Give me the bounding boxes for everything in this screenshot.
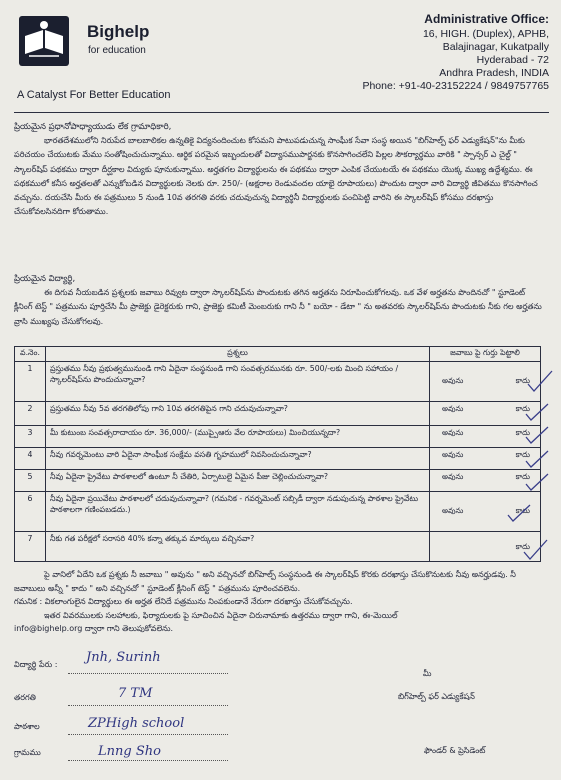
student-salutation: ప్రియమైన విద్యార్థి, xyxy=(14,274,76,284)
intro-paragraph: భారతదేశములోని నిరుపేద బాలబాలికల ఉన్నతికై విద్యనందించుట కోసమని పాటుపడుచున్న సాంఘీక సేవా సంస్థ అయిన "బిగ్‌హెల్ప్ ఫర్ ఎడ్యుకేషన్"ను మీకు పరిచయం చేయుటకు మేము సంతోషించుచున్నాము. ఆర్థిక పరమైన ఇబ్బందులతో విద్యాసముపార్జనకు కొనసాగించలేని పిల్లల సౌకర్యార్థము వారికి " స్పాన్సర్ ఎ చైల్డ్ " స్కాలర్‌షిప్ పథకము ద్వారా దీర్ఘకాల విద్యుకు పూనుకున్నాము. అర్హతగల విద్యార్థులను ఈ పథకము ద్వారా ఎంపిక చేయుటయే ఈ పథకము యొక్క ముఖ్య ఉద్దేశ్యము. ఈ పథకములో కనీస అర్హతలతో ఎన్నుకోబడిన విద్యార్థులకు నెలకు రూ. 250/- (అక్షరాల రెండువందల యాభై రూపాయలు) పొందుట ద్వారా వారి విద్యార్థి జీవితము కొనసాగించ వచ్చును. దయచేసి మీరు ఈ పత్రములు 5 నుండి 10వ తరగతి వరకు చదువుచున్న విద్యార్థినీ విద్యార్థులకు పంచిపెట్టి వారిని ఈ స్కాలర్‌షిప్ కోసము దరఖాస్తు చేసుకోవలసినదిగా కోరుతాము. xyxy=(14,136,538,217)
check-mark-row-7 xyxy=(524,540,547,559)
row-question: మీ కుటుంబ సంవత్సరాదాయం రూ. 36,000/- (ముప్పైఆరు వేల రూపాయలు) మించియున్నదా? xyxy=(46,426,430,448)
office-phone: Phone: +91-40-23152224 / 9849757765 xyxy=(362,80,549,92)
row-number: 4 xyxy=(15,448,46,470)
signoff-role: ఫౌండర్ & ప్రెసిడెంట్ xyxy=(424,746,486,755)
label-village: గ్రామము xyxy=(14,748,41,757)
tagline: A Catalyst For Better Education xyxy=(17,89,171,101)
yes-option[interactable]: అవును xyxy=(442,506,464,515)
office-line: Andhra Pradesh, INDIA xyxy=(439,67,549,79)
office-title: Administrative Office: xyxy=(424,12,549,26)
contact-note: ఇతర వివరములకు సలహాలకు, ఫిర్యాదులకు పై సూచించిన ఏదైనా చిరునామాకు ఉత్తరము ద్వారా గాని, ఈ-మెయిల్ xyxy=(44,610,398,620)
village-line xyxy=(68,760,228,761)
row-question: నీవు గవర్నమెంటు వారి ఏదైనా సాంఘీక సంక్షేమ వసతి గృహములో నివసించుచున్నావా? xyxy=(46,448,430,470)
row-number: 5 xyxy=(15,470,46,492)
class-field[interactable]: 7 TM xyxy=(118,686,153,701)
office-line: 16, HIGH. (Duplex), APHB, xyxy=(422,28,549,40)
row-question: ప్రస్తుతము నీవు 5వ తరగతిలోపు గాని 10వ తరగతిపైన గాని చదువుచున్నావా? xyxy=(46,402,430,426)
student-paragraph: ఈ దిగువ నీయబడిన ప్రశ్నలకు జవాబు రివ్వుట ద్వారా స్కాలర్‌షిప్‌ను పొందుటకు తగిన అర్హతను నిరూపించుకోగలవు. ఒక వేళ అర్హతను పొందినచో " స్టూడెంట్ క్లీనింగ్ టెస్ట్ " పత్రమును పూర్తిచేసి మీ ప్రాజెక్టు డైరెక్టరుకు గాని, ప్రాజెక్టు కమిటీ మెంబరుకు గాని నీ " బయో - డేటా " ను అతవరకు స్కాలర్‌షిప్‌ను పొందుటకు నీకు గల అర్హతను వ్రాసి ముఖ్యపు చేసుకోగలవు. xyxy=(14,288,542,326)
yes-option[interactable]: అవును xyxy=(442,404,464,413)
yes-option[interactable]: అవును xyxy=(442,428,464,437)
row-question: నీవు ఏదైనా ప్రయివేటు పాఠశాలలో చదువుచున్నావా? (గమనిక - గవర్నమెంట్ సబ్సిడీ ద్వారా నడుపుచున్న పాఠశాల ప్రైవేటు పాఠశాలగా గణింపబడదు.) xyxy=(46,492,430,532)
eligibility-note: పై వానిలో ఏదేని ఒక ప్రశ్నకు నీ జవాబు " అవును " అని వచ్చినచో బిగ్‌హెల్ప్ సంస్థనుండి ఈ స్కాలర్‌షిప్ కొరకు దరఖాస్తు చేసుకొనుటకు నీవు అనర్హుడవు. నీ జవాబులు అన్నీ " కాదు " అని వచ్చినచో " స్టూడెంట్ క్లీనింగ్ టెస్ట్ " పత్రమును పూరించవలెను. xyxy=(14,570,516,593)
col-serial: వ.నెం. xyxy=(15,347,46,362)
signoff-organization: బిగ్‌హెల్ప్ ఫర్ ఎడ్యుకేషన్ xyxy=(398,692,475,701)
brand-subtitle: for education xyxy=(88,45,146,56)
signoff: మీ xyxy=(423,669,432,678)
check-mark-row-3 xyxy=(526,427,548,443)
no-option[interactable]: కాదు xyxy=(515,376,530,385)
name-line xyxy=(68,673,228,674)
no-option[interactable]: కాదు xyxy=(515,428,530,437)
yes-option[interactable]: అవును xyxy=(442,376,464,385)
no-option[interactable]: కాదు xyxy=(515,542,530,551)
row-question: నీకు గత పరీక్షలో సరాసరి 40% కన్నా తక్కువ మార్కులు వచ్చినవా? xyxy=(46,532,430,562)
check-mark-row-1 xyxy=(528,371,552,391)
check-mark-row-5 xyxy=(526,474,548,490)
yes-option[interactable]: అవును xyxy=(442,450,464,459)
row-number: 1 xyxy=(15,362,46,402)
no-option[interactable]: కాదు xyxy=(515,404,530,413)
col-answer: జవాబు పై గుర్తు పెట్టాలి xyxy=(430,347,541,362)
disability-note: గమనిక : వికలాంగులైన విద్యార్థులు ఈ అర్హత లేనిదే పత్రమును నింపకుండానే నేరుగా దరఖాస్తు చేసుకోవచ్చును. xyxy=(14,597,353,607)
check-mark-row-2 xyxy=(526,404,548,420)
school-line xyxy=(68,734,228,735)
row-number: 2 xyxy=(15,402,46,426)
row-question: ప్రస్తుతము నీవు ప్రభుత్వమునుండి గాని ఏదైనా సంస్థనుండి గాని సంవత్సరమునకు రూ. 500/-లకు మించి సహాయం / స్కాలర్‌షిప్‌ను పొందుచున్నావా? xyxy=(46,362,430,402)
row-question: నీవు ఏదైనా ప్రైవేటు పాఠశాలలో ఉంటూ నీ చేతిరి, ఏర్పాటులై ఏమైన పీజు చెల్లించుచున్నావా? xyxy=(46,470,430,492)
no-option[interactable]: కాదు xyxy=(515,450,530,459)
village-field[interactable]: Lnng Sho xyxy=(98,744,161,759)
class-line xyxy=(68,705,228,706)
row-number: 7 xyxy=(15,532,46,562)
office-line: Hyderabad - 72 xyxy=(476,54,549,66)
label-student-name: విద్యార్థి పేరు : xyxy=(14,660,58,669)
yes-option[interactable]: అవును xyxy=(442,472,464,481)
office-line: Balajinagar, Kukatpally xyxy=(442,41,549,53)
label-class: తరగతి xyxy=(14,693,36,702)
no-option[interactable]: కాదు xyxy=(515,472,530,481)
brand-name: Bighelp xyxy=(87,22,150,41)
check-mark-row-6 xyxy=(508,505,530,521)
no-option[interactable]: కాదు xyxy=(515,506,530,515)
label-school: పాఠశాల xyxy=(14,722,40,731)
school-field[interactable]: ZPHigh school xyxy=(88,716,185,731)
row-number: 3 xyxy=(15,426,46,448)
row-number: 6 xyxy=(15,492,46,532)
email-note: info@bighelp.org ద్వారా గాని తెలుపుకోవలెను. xyxy=(14,624,174,634)
salutation: ప్రియమైన ప్రధానోపాధ్యాయుడు లేక గ్రామాధికారి, xyxy=(14,122,172,132)
col-question: ప్రశ్నలు xyxy=(46,347,430,362)
check-mark-row-4 xyxy=(526,451,548,467)
footer-notes xyxy=(14,568,544,636)
student-name-field[interactable]: Jnh, Surinh xyxy=(86,650,161,665)
